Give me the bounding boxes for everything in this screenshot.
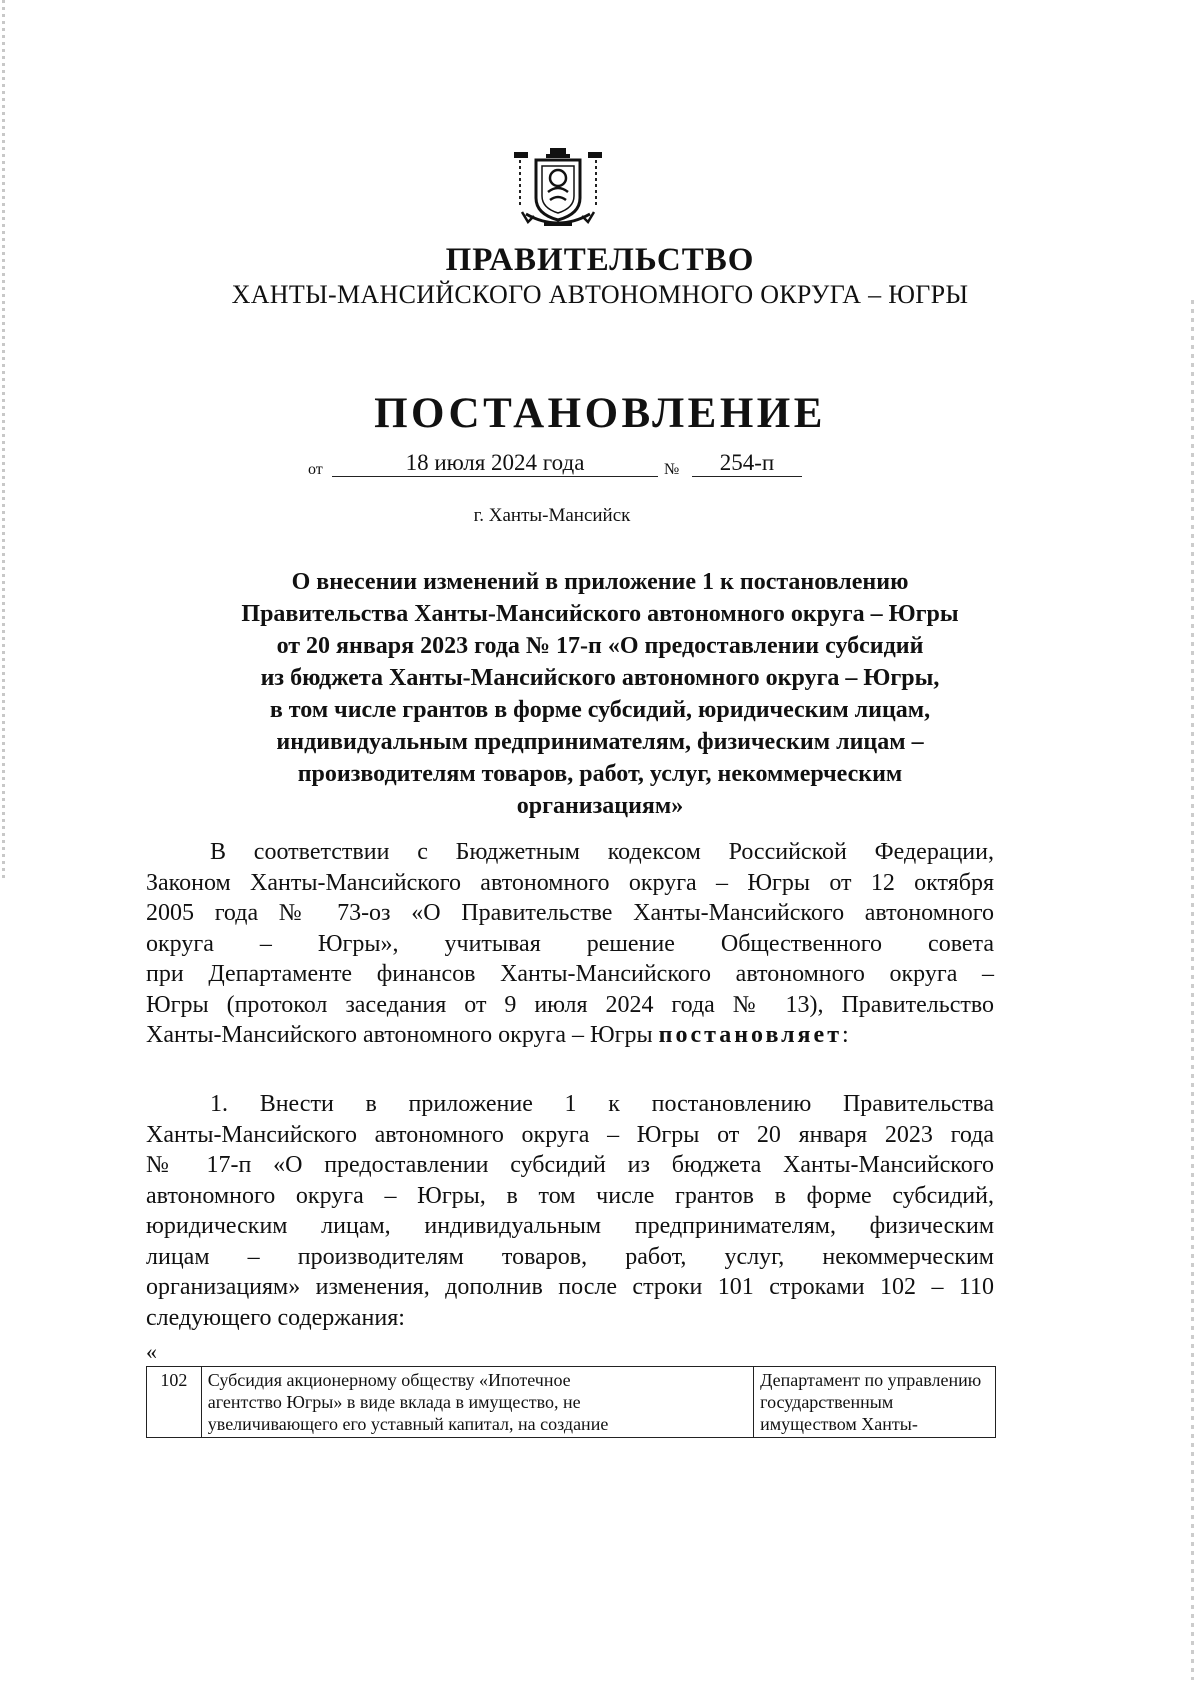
cell-line: Департамент по управлению bbox=[760, 1370, 982, 1390]
scan-edge-right bbox=[1191, 300, 1194, 1680]
number-label: № bbox=[664, 461, 680, 478]
text-line: автономного округа – Югры, в том числе грантов в форме субсидий, bbox=[146, 1182, 994, 1209]
table-row bbox=[147, 1367, 996, 1438]
cell-line: имуществом Ханты- bbox=[760, 1414, 918, 1434]
item-1-content bbox=[146, 1089, 994, 1333]
text-line: при Департаменте финансов Ханты-Мансийского автономного округа – bbox=[146, 961, 994, 987]
text-line: юридическим лицам, индивидуальным предпринимателям, физическим bbox=[146, 1213, 994, 1239]
cell-line: государственным bbox=[760, 1392, 894, 1412]
decree-colon: : bbox=[841, 1022, 849, 1048]
row-department-cell bbox=[754, 1367, 996, 1438]
coat-of-arms-emblem bbox=[508, 148, 608, 232]
cell-line: агентство Югры» в виде вклада в имущество, не bbox=[207, 1392, 581, 1412]
text-line: 1. Внести в приложение 1 к постановлению Правительства bbox=[210, 1091, 994, 1117]
region-title: ХАНТЫ-МАНСИЙСКОГО АВТОНОМНОГО ОКРУГА – ЮГРЫ bbox=[231, 280, 969, 309]
text-line: № 17-п «О предоставлении субсидий из бюджета Ханты-Мансийского bbox=[146, 1152, 994, 1178]
text-fragment: Ханты-Мансийского автономного округа – Югры bbox=[146, 1022, 653, 1048]
text-line: организациям» изменения, дополнив после строки 101 строками 102 – 110 bbox=[146, 1274, 994, 1300]
subject-line: от 20 января 2023 года № 17-п «О предоставлении субсидий bbox=[276, 633, 924, 659]
subject-line: из бюджета Ханты-Мансийского автономного округа – Югры, bbox=[260, 665, 940, 691]
document-subject bbox=[0, 566, 1200, 822]
text-line: лицам – производителям товаров, работ, услуг, некоммерческим bbox=[146, 1243, 994, 1270]
subject-line: индивидуальным предпринимателям, физическим лицам – bbox=[276, 729, 924, 755]
opening-quote: « bbox=[146, 1339, 157, 1364]
row-number-cell: 102 bbox=[147, 1367, 202, 1438]
document-type-title: ПОСТАНОВЛЕНИЕ bbox=[374, 390, 826, 437]
text-line: 2005 года № 73-оз «О Правительстве Ханты-Мансийского автономного bbox=[146, 900, 994, 926]
text-line: следующего содержания: bbox=[146, 1304, 405, 1331]
text-line: Югры (протокол заседания от 9 июля 2024 года № 13), Правительство bbox=[146, 991, 994, 1018]
document-number: 254-п bbox=[692, 450, 802, 477]
text-line: округа – Югры», учитывая решение Общественного совета bbox=[146, 930, 994, 957]
cell-line: увеличивающего его уставный капитал, на создание bbox=[207, 1414, 609, 1434]
subject-line: О внесении изменений в приложение 1 к постановлению bbox=[291, 569, 909, 595]
preamble-paragraph bbox=[146, 837, 994, 1051]
text-line bbox=[146, 1020, 994, 1051]
text-line: В соответствии с Бюджетным кодексом Российской Федерации, bbox=[210, 839, 994, 865]
text-line: Ханты-Мансийского автономного округа – Югры от 20 января 2023 года bbox=[146, 1121, 994, 1148]
text-line: Законом Ханты-Мансийского автономного округа – Югры от 12 октября bbox=[146, 869, 994, 896]
subject-line: организациям» bbox=[516, 793, 684, 819]
city-line: г. Ханты-Мансийск bbox=[473, 505, 631, 526]
amendment-table bbox=[146, 1366, 996, 1438]
document-date: 18 июля 2024 года bbox=[332, 450, 658, 477]
row-description-cell bbox=[201, 1367, 753, 1438]
date-label: от bbox=[308, 461, 323, 478]
cell-line: Субсидия акционерному обществу «Ипотечное bbox=[207, 1370, 571, 1390]
subject-line: в том числе грантов в форме субсидий, юридическим лицам, bbox=[269, 697, 931, 723]
subject-line: производителям товаров, работ, услуг, некоммерческим bbox=[297, 761, 903, 787]
subject-line: Правительства Ханты-Мансийского автономного округа – Югры bbox=[241, 601, 959, 627]
decree-word: постановляет bbox=[658, 1022, 842, 1048]
government-title: ПРАВИТЕЛЬСТВО bbox=[445, 242, 755, 278]
